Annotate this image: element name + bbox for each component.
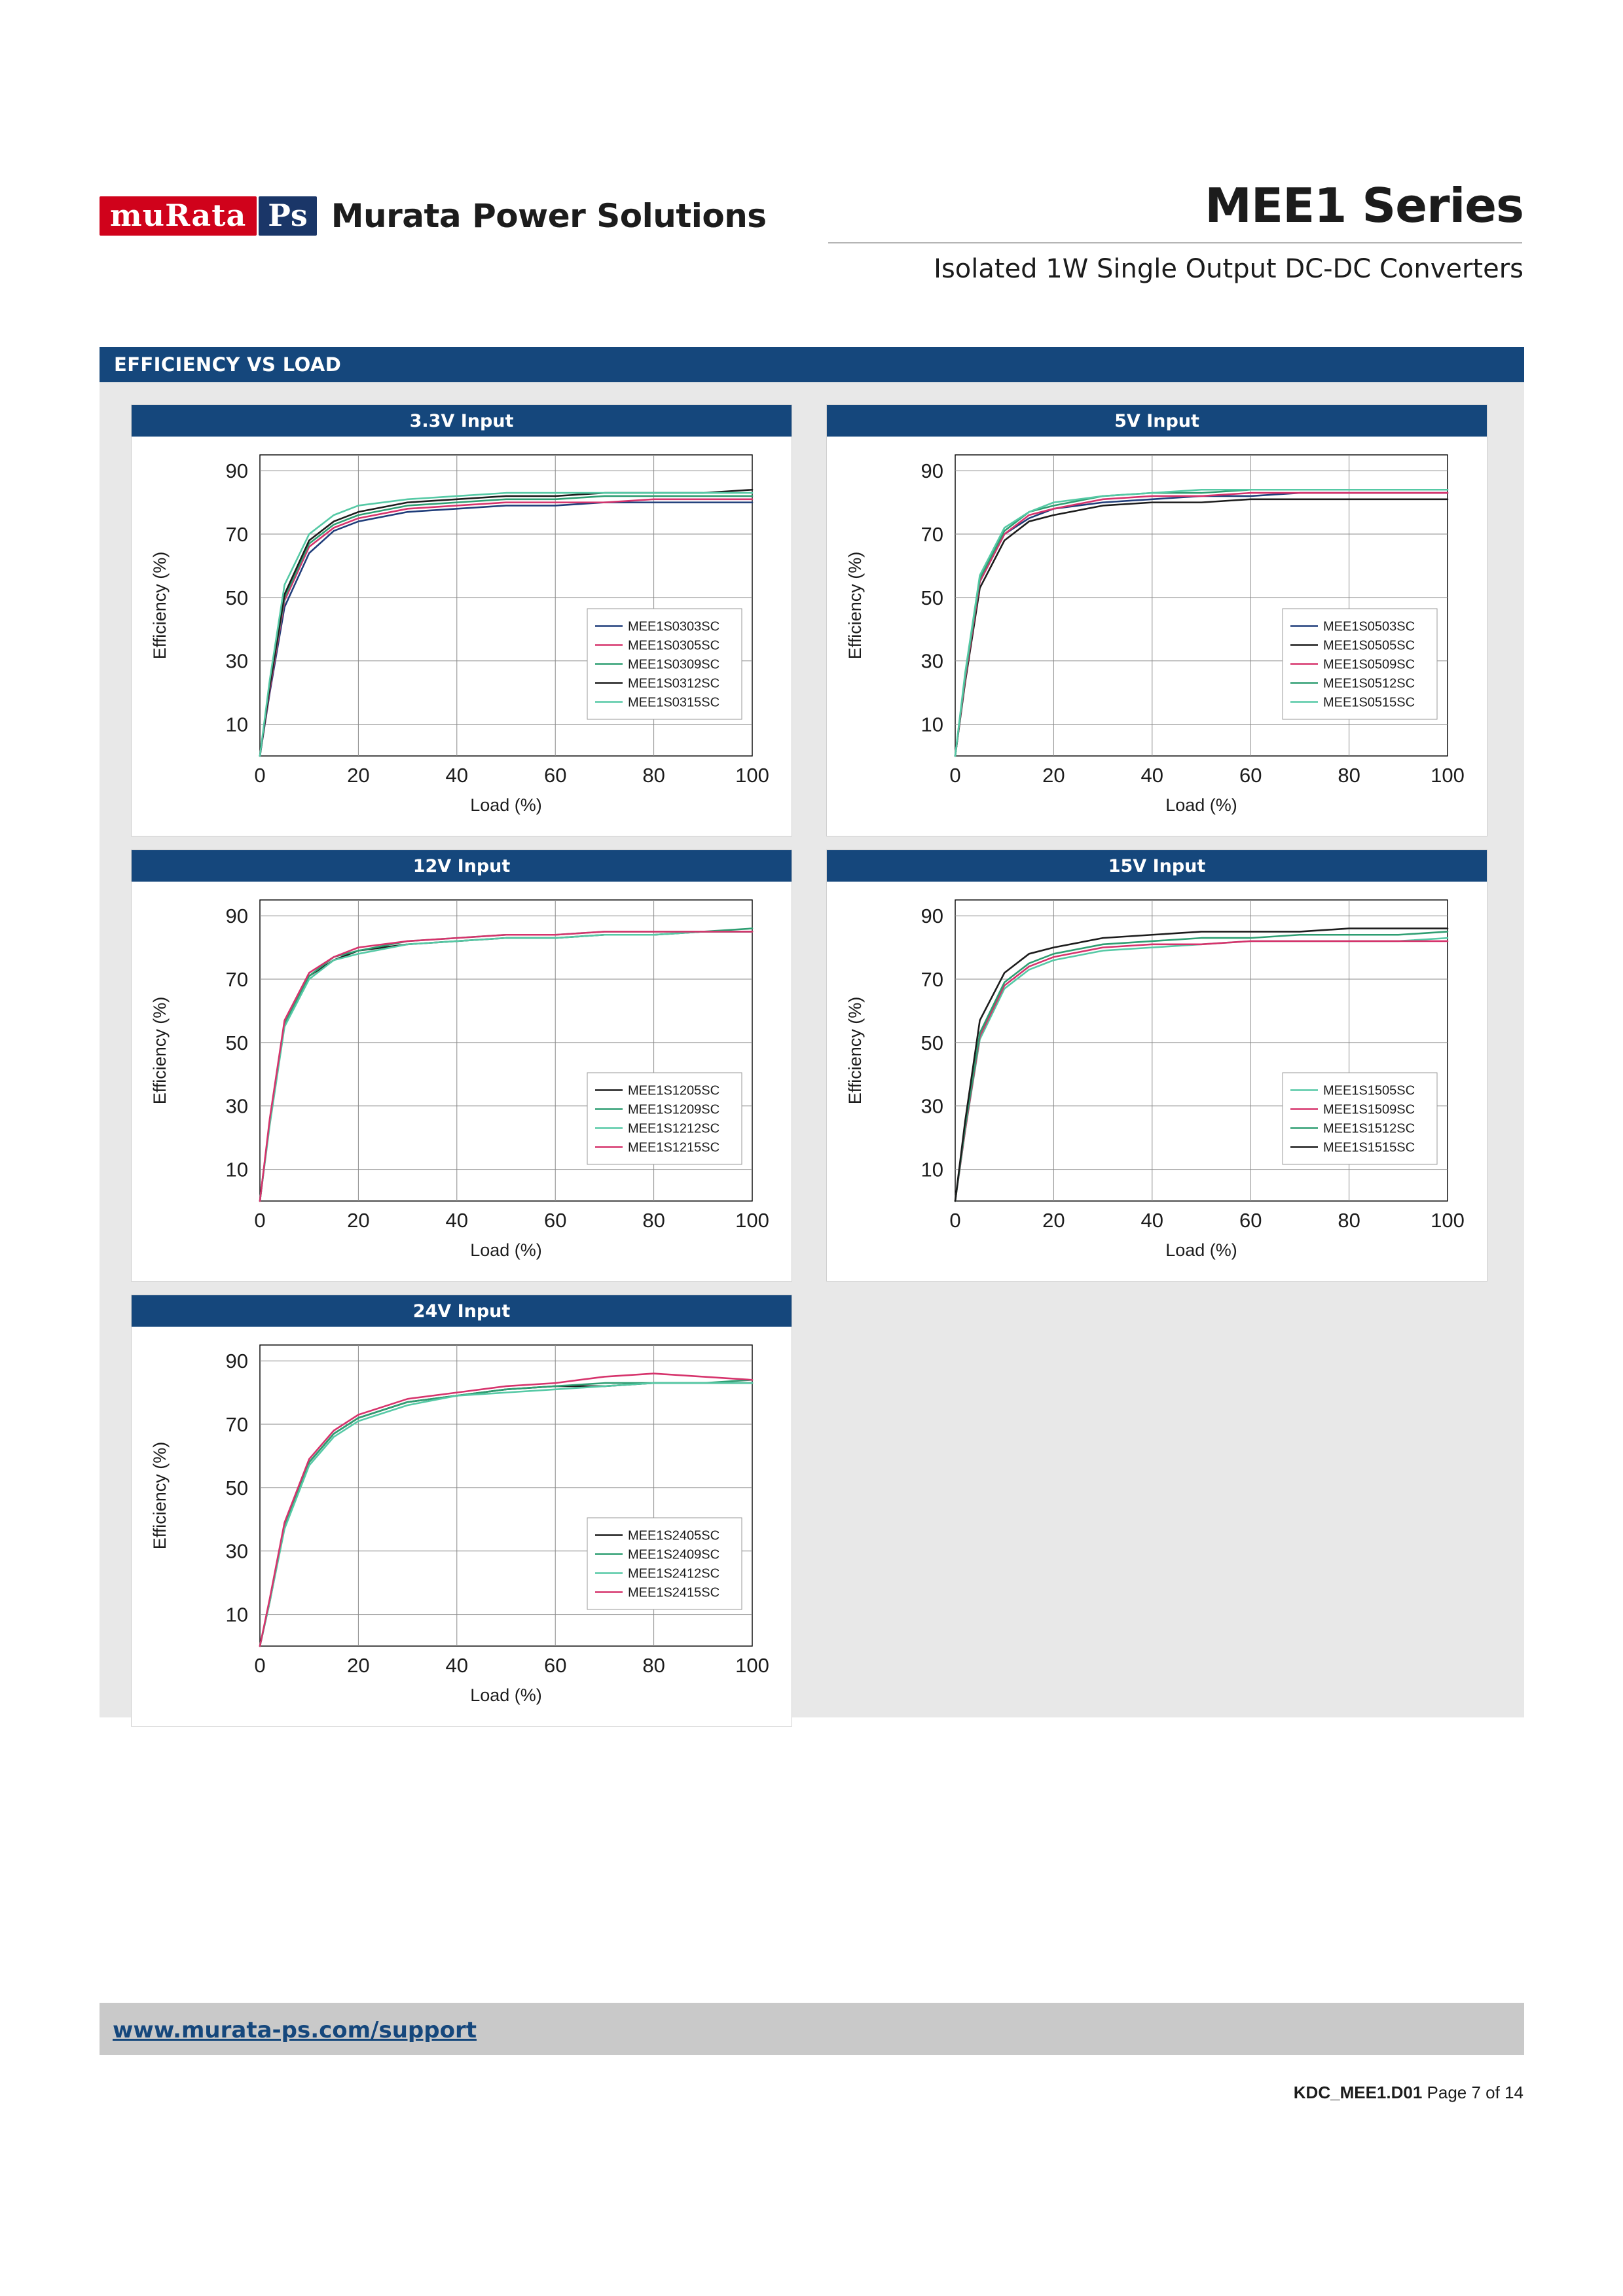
chart-title-12v: 12V Input: [132, 850, 792, 882]
efficiency-chart-15v: [827, 882, 1487, 1281]
svg-text:0: 0: [254, 1654, 266, 1677]
svg-text:MEE1S0312SC: MEE1S0312SC: [628, 676, 720, 691]
svg-text:70: 70: [225, 1413, 248, 1437]
svg-text:Efficiency (%): Efficiency (%): [845, 996, 865, 1105]
company-name: Murata Power Solutions: [331, 197, 767, 235]
svg-text:50: 50: [921, 1031, 943, 1054]
efficiency-panel: [100, 347, 1524, 1717]
svg-text:0: 0: [254, 764, 266, 787]
document-code: KDC_MEE1.D01: [1293, 2083, 1423, 2102]
svg-text:Load (%): Load (%): [470, 1685, 542, 1705]
chart-body-3v3: [132, 437, 792, 836]
svg-text:MEE1S0303SC: MEE1S0303SC: [628, 619, 720, 634]
svg-text:100: 100: [735, 764, 769, 787]
svg-text:40: 40: [445, 764, 469, 787]
svg-text:20: 20: [347, 764, 370, 787]
svg-text:50: 50: [225, 1031, 248, 1054]
svg-text:Load (%): Load (%): [470, 795, 542, 815]
svg-text:30: 30: [225, 1539, 248, 1563]
svg-text:MEE1S0305SC: MEE1S0305SC: [628, 638, 720, 653]
ps-logo-badge: Ps: [259, 196, 317, 236]
svg-text:Efficiency (%): Efficiency (%): [150, 996, 170, 1105]
svg-text:0: 0: [254, 1209, 266, 1232]
svg-text:100: 100: [1431, 764, 1465, 787]
svg-text:20: 20: [1042, 1209, 1065, 1232]
chart-body-5v: [827, 437, 1487, 836]
chart-card-24v: [131, 1295, 792, 1727]
svg-text:MEE1S2415SC: MEE1S2415SC: [628, 1585, 720, 1600]
svg-text:100: 100: [735, 1654, 769, 1677]
svg-text:30: 30: [921, 649, 943, 673]
svg-text:0: 0: [949, 764, 961, 787]
efficiency-chart-24v: [132, 1327, 792, 1726]
svg-text:100: 100: [735, 1209, 769, 1232]
svg-text:10: 10: [225, 1158, 248, 1181]
svg-text:MEE1S0315SC: MEE1S0315SC: [628, 695, 720, 710]
chart-body-15v: [827, 882, 1487, 1281]
chart-body-24v: [132, 1327, 792, 1726]
svg-text:MEE1S1209SC: MEE1S1209SC: [628, 1102, 720, 1117]
svg-text:60: 60: [1239, 1209, 1262, 1232]
svg-text:Efficiency (%): Efficiency (%): [845, 551, 865, 660]
svg-text:MEE1S0515SC: MEE1S0515SC: [1323, 695, 1415, 710]
svg-text:40: 40: [445, 1209, 469, 1232]
svg-text:MEE1S2405SC: MEE1S2405SC: [628, 1528, 720, 1543]
svg-text:MEE1S0505SC: MEE1S0505SC: [1323, 638, 1415, 653]
svg-text:Load (%): Load (%): [470, 1240, 542, 1260]
svg-text:90: 90: [225, 459, 248, 483]
svg-text:0: 0: [949, 1209, 961, 1232]
svg-text:20: 20: [347, 1209, 370, 1232]
svg-text:90: 90: [921, 459, 943, 483]
page-title: MEE1 Series: [1205, 178, 1523, 233]
header-divider: [828, 242, 1522, 243]
svg-text:50: 50: [225, 586, 248, 609]
chart-title-24v: 24V Input: [132, 1295, 792, 1327]
panel-title-bar: EFFICIENCY VS LOAD: [100, 347, 1524, 382]
chart-card-5v: [826, 404, 1487, 836]
svg-text:MEE1S2412SC: MEE1S2412SC: [628, 1566, 720, 1581]
svg-text:40: 40: [445, 1654, 469, 1677]
svg-text:80: 80: [642, 1209, 665, 1232]
footer-meta: [1294, 2083, 1523, 2103]
svg-text:10: 10: [921, 713, 943, 736]
page-number: Page 7 of 14: [1427, 2083, 1523, 2102]
svg-text:70: 70: [225, 523, 248, 547]
svg-text:80: 80: [642, 1654, 665, 1677]
svg-text:90: 90: [225, 905, 248, 928]
svg-text:60: 60: [543, 1209, 567, 1232]
murata-logo-badge: muRata: [100, 196, 257, 236]
svg-text:MEE1S1509SC: MEE1S1509SC: [1323, 1102, 1415, 1117]
svg-text:10: 10: [225, 713, 248, 736]
svg-text:70: 70: [225, 968, 248, 992]
chart-card-12v: [131, 850, 792, 1282]
efficiency-chart-5v: [827, 437, 1487, 836]
svg-text:40: 40: [1140, 764, 1164, 787]
svg-text:MEE1S0509SC: MEE1S0509SC: [1323, 657, 1415, 672]
svg-text:80: 80: [1338, 764, 1360, 787]
efficiency-chart-3v3: [132, 437, 792, 836]
svg-text:80: 80: [642, 764, 665, 787]
svg-text:10: 10: [921, 1158, 943, 1181]
svg-text:30: 30: [921, 1094, 943, 1118]
svg-text:MEE1S1505SC: MEE1S1505SC: [1323, 1083, 1415, 1098]
svg-text:MEE1S1512SC: MEE1S1512SC: [1323, 1121, 1415, 1136]
svg-text:MEE1S2409SC: MEE1S2409SC: [628, 1547, 720, 1562]
svg-text:70: 70: [921, 968, 943, 992]
svg-text:MEE1S1212SC: MEE1S1212SC: [628, 1121, 720, 1136]
svg-text:80: 80: [1338, 1209, 1360, 1232]
svg-text:Load (%): Load (%): [1165, 795, 1237, 815]
support-link[interactable]: www.murata-ps.com/support: [113, 2017, 477, 2043]
chart-body-12v: [132, 882, 792, 1281]
svg-text:100: 100: [1431, 1209, 1465, 1232]
svg-text:MEE1S1215SC: MEE1S1215SC: [628, 1140, 720, 1155]
svg-text:MEE1S0503SC: MEE1S0503SC: [1323, 619, 1415, 634]
chart-title-15v: 15V Input: [827, 850, 1487, 882]
svg-text:90: 90: [921, 905, 943, 928]
svg-text:MEE1S0309SC: MEE1S0309SC: [628, 657, 720, 672]
svg-text:Efficiency (%): Efficiency (%): [150, 551, 170, 660]
svg-text:60: 60: [543, 1654, 567, 1677]
svg-text:50: 50: [225, 1476, 248, 1499]
svg-text:30: 30: [225, 649, 248, 673]
svg-text:40: 40: [1140, 1209, 1164, 1232]
efficiency-chart-12v: [132, 882, 792, 1281]
svg-text:70: 70: [921, 523, 943, 547]
brand-logo: [100, 196, 767, 236]
page-header: [0, 0, 1623, 284]
svg-text:Load (%): Load (%): [1165, 1240, 1237, 1260]
svg-text:50: 50: [921, 586, 943, 609]
svg-text:60: 60: [1239, 764, 1262, 787]
svg-text:Efficiency (%): Efficiency (%): [150, 1441, 170, 1550]
svg-text:60: 60: [543, 764, 567, 787]
svg-text:MEE1S1205SC: MEE1S1205SC: [628, 1083, 720, 1098]
svg-text:20: 20: [1042, 764, 1065, 787]
svg-text:20: 20: [347, 1654, 370, 1677]
chart-title-5v: 5V Input: [827, 405, 1487, 437]
chart-title-3v3: 3.3V Input: [132, 405, 792, 437]
svg-text:90: 90: [225, 1350, 248, 1373]
chart-card-3v3: [131, 404, 792, 836]
svg-text:MEE1S0512SC: MEE1S0512SC: [1323, 676, 1415, 691]
svg-text:30: 30: [225, 1094, 248, 1118]
svg-text:MEE1S1515SC: MEE1S1515SC: [1323, 1140, 1415, 1155]
svg-text:10: 10: [225, 1603, 248, 1626]
chart-card-15v: [826, 850, 1487, 1282]
page-subtitle: Isolated 1W Single Output DC-DC Converters: [934, 254, 1523, 284]
